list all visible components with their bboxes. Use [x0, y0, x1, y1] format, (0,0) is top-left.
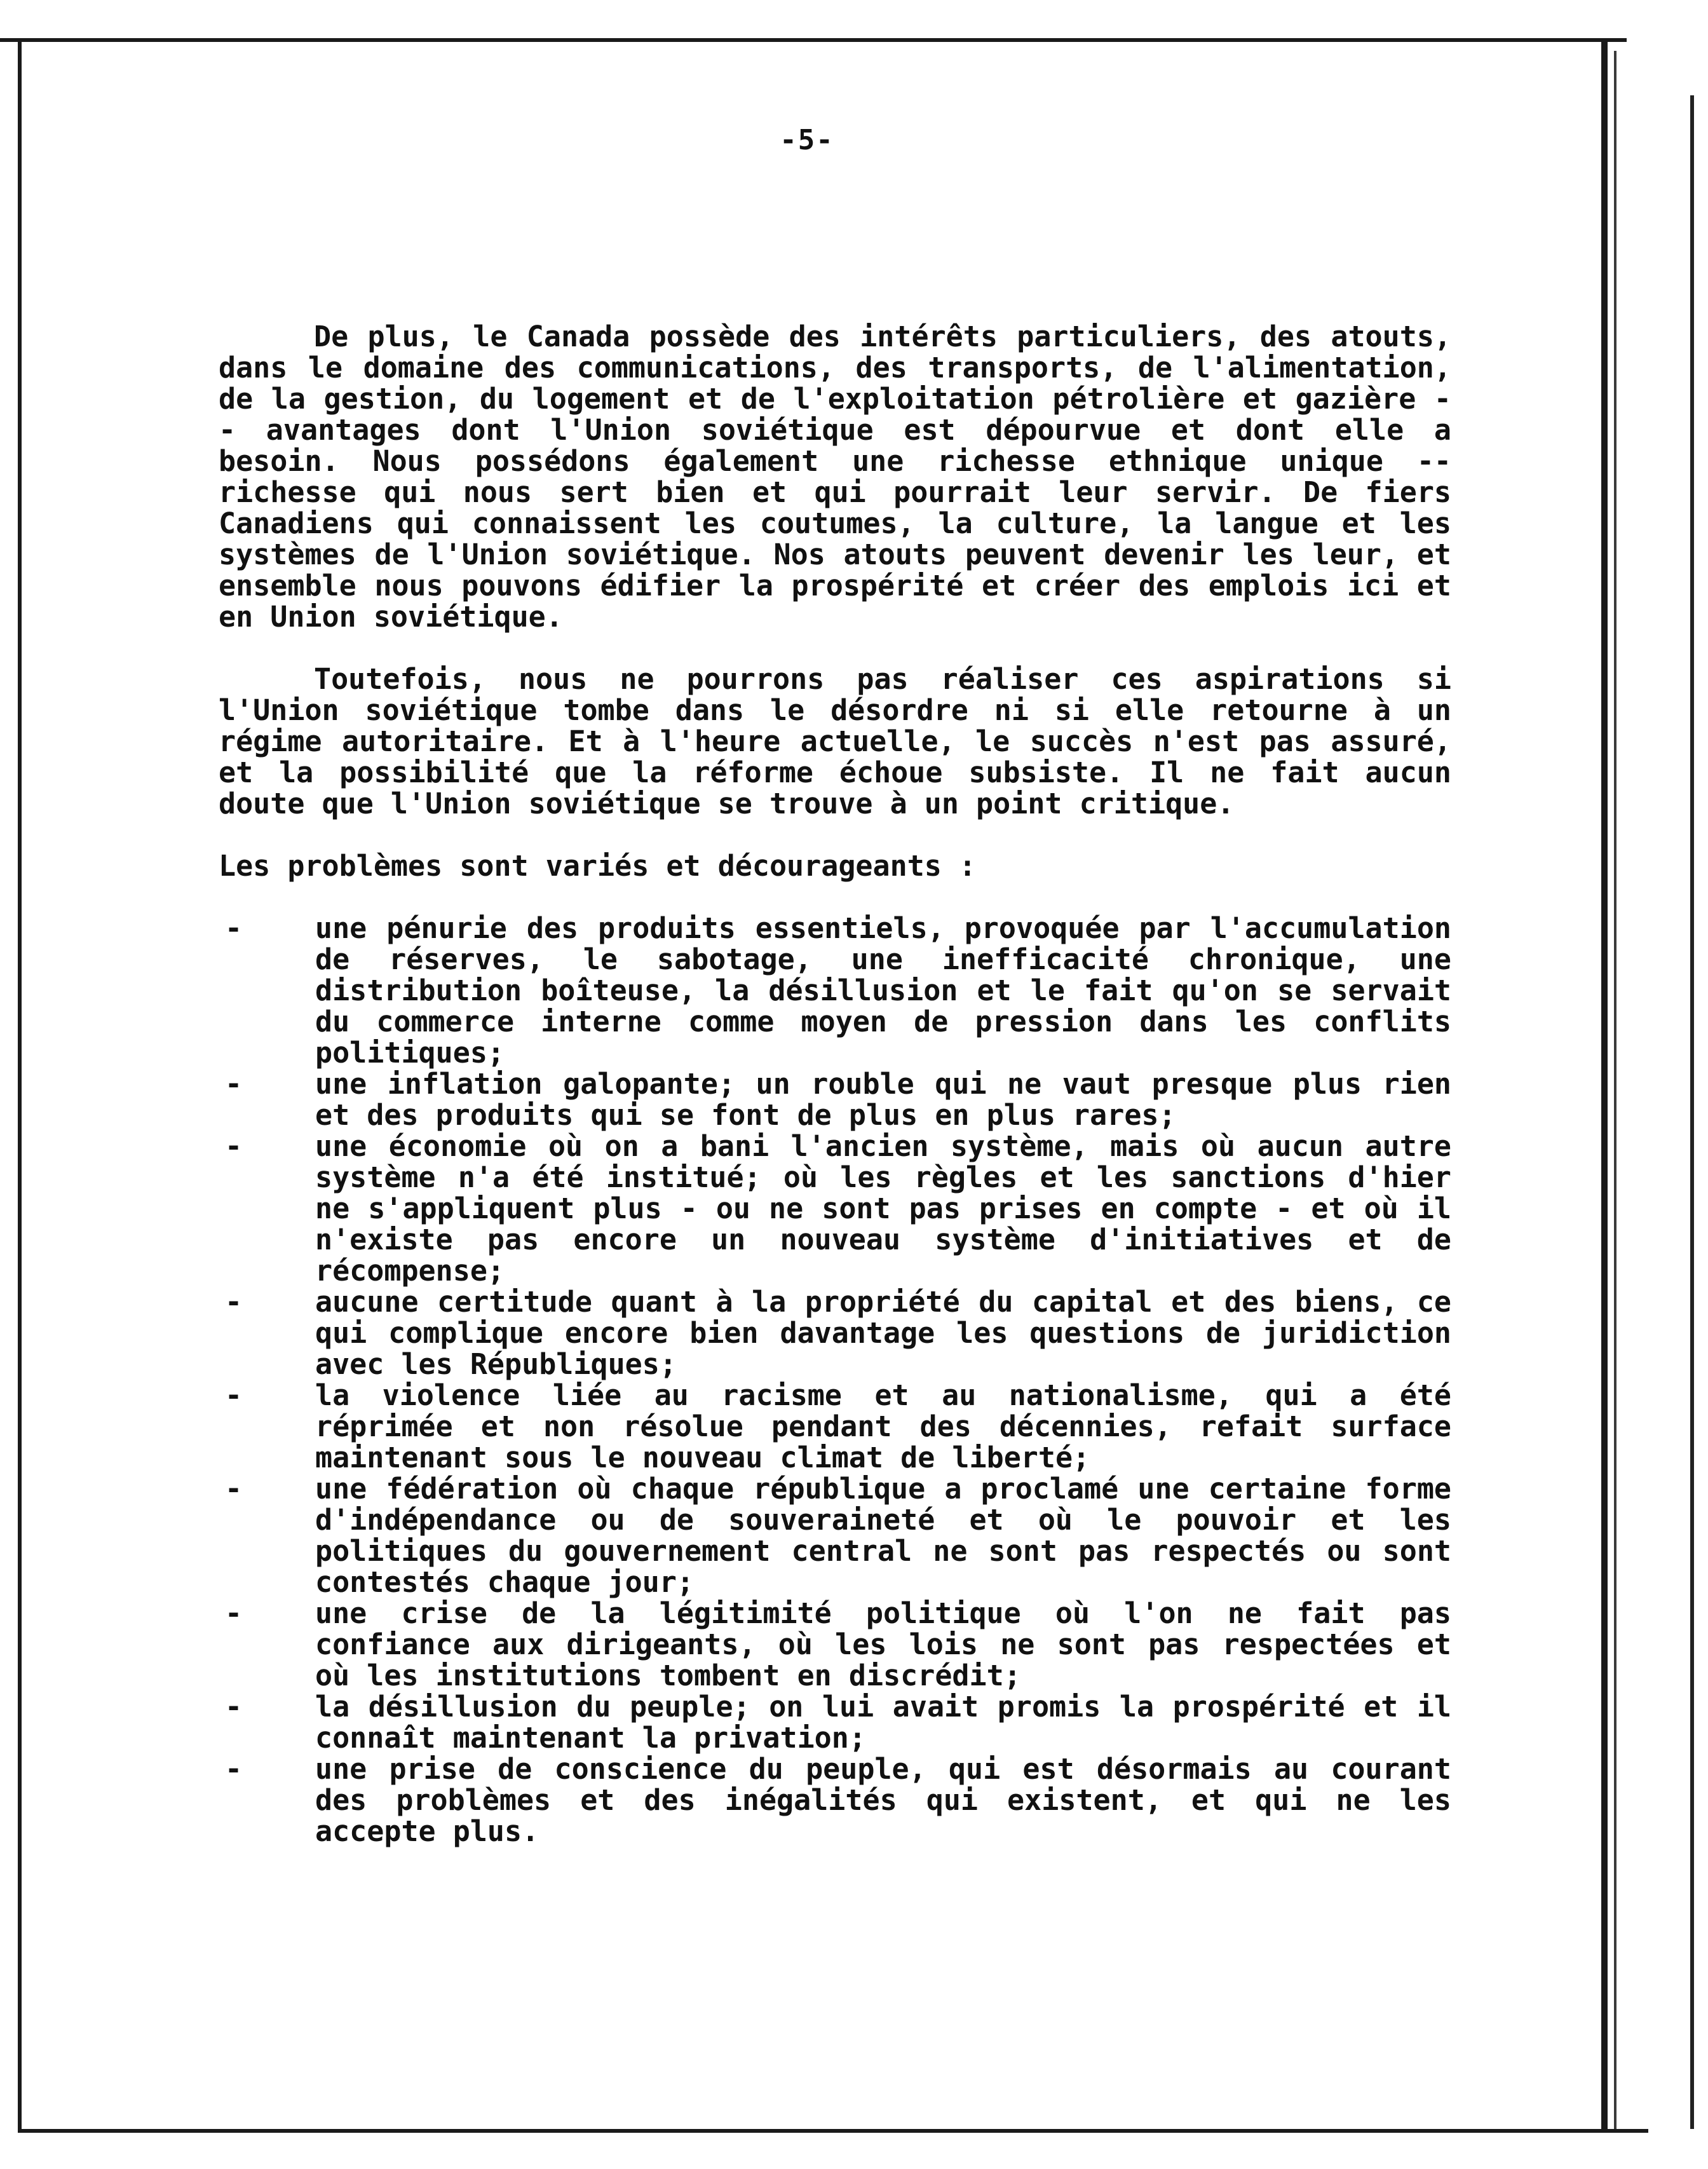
page-number: -5- — [780, 124, 834, 156]
dash-bullet: - — [225, 1129, 243, 1163]
list-item — [219, 1131, 1451, 1286]
page-border-right — [1601, 38, 1608, 2133]
list-item — [219, 1286, 1451, 1380]
list-item-text: une fédération où chaque république a proclamé une certaine forme d'indépendance ou de souveraineté et où le pouvoir et les politiques du gouvernement central ne sont pas respectés ou sont contestés chaque jour; — [315, 1472, 1451, 1599]
page-border-right-inner — [1614, 51, 1616, 2129]
list-intro: Les problèmes sont variés et décourageants : — [219, 849, 977, 883]
list-item — [219, 1068, 1451, 1131]
dash-bullet: - — [225, 1472, 243, 1506]
paragraph: Toutefois, nous ne pourrons pas réaliser ces aspirations si l'Union soviétique tombe dans le désordre ni si elle retourne à un régime autoritaire. Et à l'heure actuelle, le succès n'est pas assuré, et la possibilité que la réforme échoue subsiste. Il ne fait aucun doute que l'Union soviétique se trouve à un point critique. — [219, 662, 1451, 820]
page-border-bottom — [22, 2129, 1648, 2133]
dash-bullet: - — [225, 1378, 243, 1412]
list-item-text: une pénurie des produits essentiels, provoquée par l'accumulation de réserves, le sabotage, une inefficacité chronique, une distribution boîteuse, la désillusion et le fait qu'on se servait du commerce interne comme moyen de pression dans les conflits politiques; — [315, 911, 1451, 1070]
dash-bullet: - — [225, 911, 243, 945]
dash-bullet: - — [225, 1690, 243, 1724]
list-item — [219, 913, 1451, 1068]
list-item-text: une prise de conscience du peuple, qui est désormais au courant des problèmes et des inégalités qui existent, et qui ne les accepte plus. — [315, 1752, 1451, 1848]
list-item-text: la désillusion du peuple; on lui avait promis la prospérité et il connaît maintenant la privation; — [315, 1690, 1451, 1755]
page-border-left — [18, 42, 22, 2133]
problem-list — [219, 913, 1451, 1847]
list-item-text: la violence liée au racisme et au nationalisme, qui a été réprimée et non résolue pendant des décennies, refait surface maintenant sous le nouveau climat de liberté; — [315, 1378, 1451, 1474]
dash-bullet: - — [225, 1067, 243, 1101]
dash-bullet: - — [225, 1285, 243, 1319]
list-item — [219, 1598, 1451, 1691]
paragraph: De plus, le Canada possède des intérêts particuliers, des atouts, dans le domaine des communications, des transports, de l'alimentation, de la gestion, du logement et de l'exploitation pétrolière et gazière -- avantages dont l'Union soviétique est dépourvue et dont elle a besoin. Nous possédons également une richesse ethnique unique -- richesse qui nous sert bien et qui pourrait leur servir. De fiers Canadiens qui connaissent les coutumes, la culture, la langue et les systèmes de l'Union soviétique. Nos atouts peuvent devenir les leur, et ensemble nous pouvons édifier la prospérité et créer des emplois ici et en Union soviétique. — [219, 320, 1451, 634]
list-item-text: une crise de la légitimité politique où l'on ne fait pas confiance aux dirigeants, où les lois ne sont pas respectées et où les institutions tombent en discrédit; — [315, 1596, 1451, 1692]
page-border-top — [0, 38, 1627, 42]
dash-bullet: - — [225, 1596, 243, 1630]
page-edge-right — [1690, 95, 1694, 2129]
list-item — [219, 1753, 1451, 1847]
list-item — [219, 1691, 1451, 1753]
list-item-text: une inflation galopante; un rouble qui ne vaut presque plus rien et des produits qui se font de plus en plus rares; — [315, 1067, 1451, 1132]
dash-bullet: - — [225, 1752, 243, 1786]
document-body — [219, 321, 1451, 1847]
list-item-text: aucune certitude quant à la propriété du capital et des biens, ce qui complique encore bien davantage les questions de juridiction avec les Républiques; — [315, 1285, 1451, 1381]
list-item — [219, 1473, 1451, 1598]
list-item-text: une économie où on a bani l'ancien système, mais où aucun autre système n'a été institué; où les règles et les sanctions d'hier ne s'appliquent plus - ou ne sont pas prises en compte - et où il n'existe pas encore un nouveau système d'initiatives et de récompense; — [315, 1129, 1451, 1288]
list-item — [219, 1380, 1451, 1473]
